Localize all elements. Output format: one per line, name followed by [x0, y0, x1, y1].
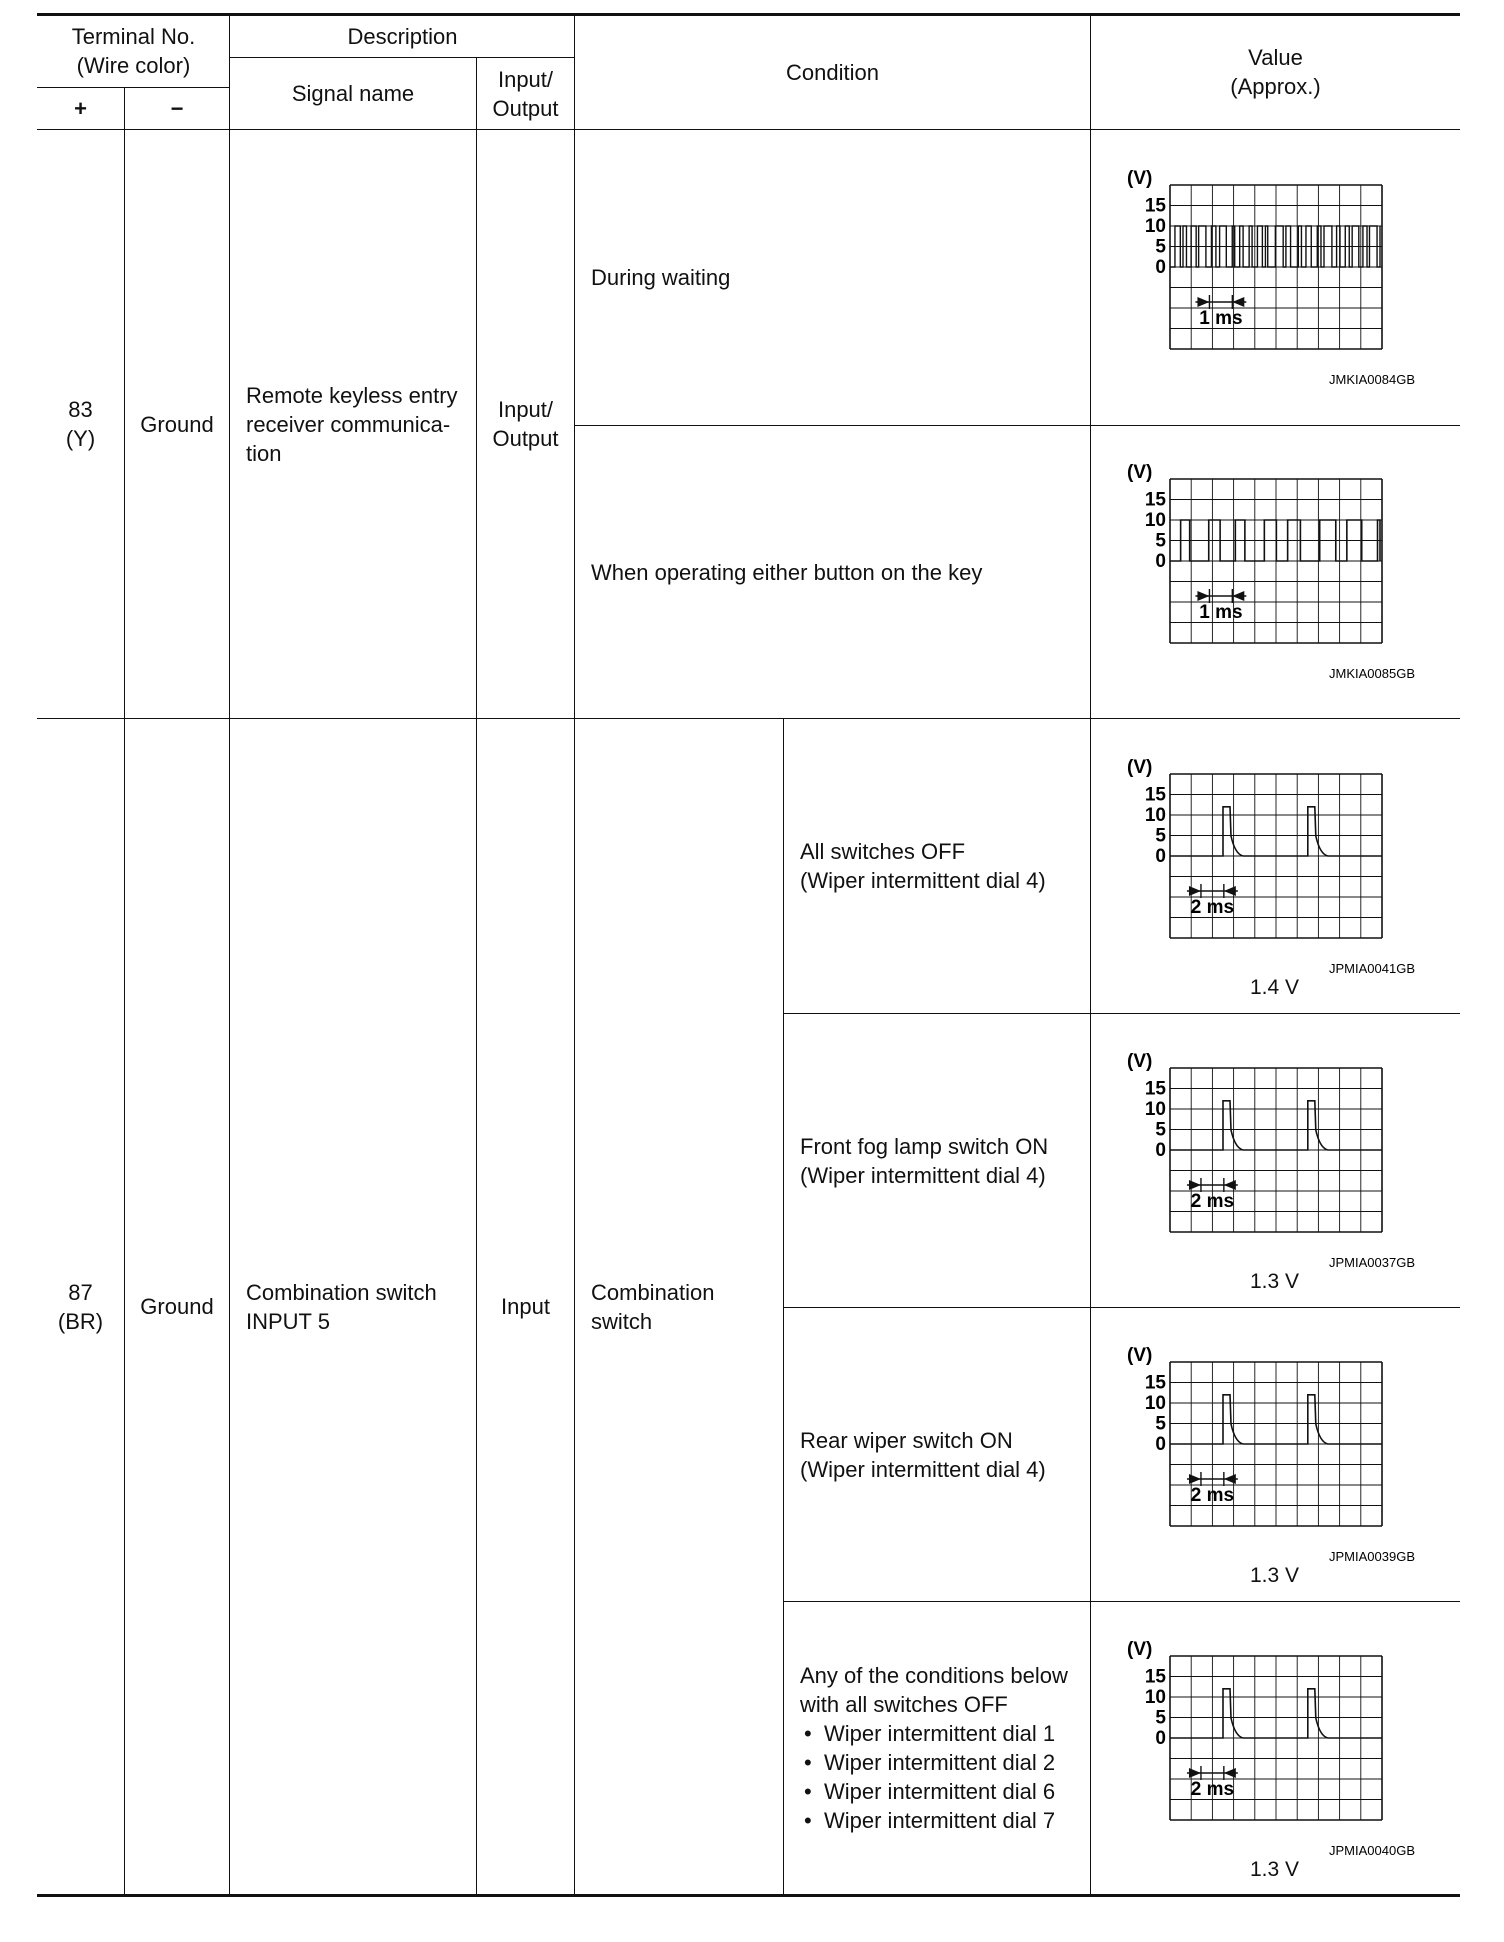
time-scale-label: 2 ms — [1190, 897, 1235, 918]
row83-minus — [125, 130, 229, 718]
row83-ground: Ground — [140, 411, 214, 437]
time-marker-arrow-right — [1224, 1768, 1236, 1778]
y-unit-label: (V) — [1127, 462, 1153, 483]
row83-signal-line2: receiver communica- — [246, 411, 451, 437]
value-label-line1: Value — [1248, 45, 1303, 70]
time-marker-arrow-left — [1189, 1768, 1201, 1778]
row87-value-1: 1.4 V — [1250, 976, 1300, 999]
time-scale-label: 1 ms — [1199, 308, 1243, 329]
row87-subcondition-2 — [784, 1014, 1090, 1307]
row87-value-2: 1.3 V — [1250, 1270, 1300, 1293]
y-tick-label: 0 — [1155, 257, 1166, 278]
y-tick-label: 5 — [1155, 1119, 1166, 1141]
time-marker-arrow-right — [1224, 886, 1236, 896]
y-tick-label: 5 — [1155, 236, 1166, 258]
row83-terminal — [37, 130, 124, 718]
subcondition-3-line2: (Wiper intermittent dial 4) — [800, 1456, 1046, 1482]
time-marker-arrow-right — [1232, 297, 1244, 307]
header-minus — [125, 88, 229, 129]
header-plus — [37, 88, 124, 129]
header-value — [1091, 15, 1460, 129]
y-tick-label: 15 — [1144, 489, 1166, 511]
time-marker-arrow-left — [1197, 591, 1209, 601]
subcondition-3-line1: Rear wiper switch ON — [800, 1427, 1013, 1453]
row87-wire-color: (BR) — [57, 1308, 104, 1334]
row83-signal-line3: tion — [246, 440, 282, 466]
row83-io-line2: Output — [492, 426, 559, 451]
y-tick-label: 15 — [1144, 1372, 1166, 1394]
y-tick-label: 0 — [1155, 1434, 1166, 1455]
waveform-jmkia0085gb — [1125, 462, 1425, 684]
y-tick-label: 5 — [1155, 1413, 1166, 1435]
row83-condition-1 — [575, 130, 1090, 425]
y-tick-label: 10 — [1144, 1393, 1166, 1414]
waveform-jmkia0084gb — [1125, 168, 1425, 390]
row87-condition-main — [575, 719, 783, 1894]
time-marker-arrow-right — [1232, 591, 1244, 601]
y-tick-label: 10 — [1144, 805, 1166, 826]
y-tick-label: 0 — [1155, 551, 1166, 572]
row83-condition-2 — [575, 426, 1090, 718]
y-unit-label: (V) — [1127, 168, 1153, 189]
row83-condition-2-text: When operating either button on the key — [591, 559, 983, 585]
row87-signal — [230, 719, 476, 1894]
minus-label: − — [170, 96, 184, 121]
y-tick-label: 0 — [1155, 1140, 1166, 1161]
time-marker-arrow-left — [1197, 297, 1209, 307]
y-tick-label: 0 — [1155, 1728, 1166, 1749]
row87-io — [477, 719, 574, 1894]
figure-code: JPMIA0040GB — [1329, 1843, 1415, 1858]
y-tick-label: 5 — [1155, 530, 1166, 552]
y-unit-label: (V) — [1127, 1345, 1153, 1366]
header-description — [230, 15, 575, 57]
row83-io — [477, 130, 574, 718]
y-tick-label: 10 — [1144, 1687, 1166, 1708]
terminal-no-label: Terminal No. — [71, 24, 196, 49]
subcondition-2-line1: Front fog lamp switch ON — [800, 1133, 1049, 1159]
y-tick-label: 15 — [1144, 784, 1166, 806]
subcondition-1-line1: All switches OFF — [800, 839, 966, 864]
description-label: Description — [347, 23, 458, 49]
y-unit-label: (V) — [1127, 1051, 1153, 1072]
row87-ground: Ground — [140, 1294, 214, 1319]
y-tick-label: 10 — [1144, 216, 1166, 237]
time-scale-label: 2 ms — [1190, 1191, 1235, 1212]
y-unit-label: (V) — [1127, 1639, 1153, 1660]
header-terminal-no — [37, 15, 230, 87]
time-scale-label: 2 ms — [1190, 1485, 1235, 1506]
subcondition-4-bullet-3: • Wiper intermittent dial 6 — [800, 1777, 1055, 1806]
row83-terminal-number: 83 — [68, 397, 93, 422]
y-tick-label: 15 — [1144, 195, 1166, 217]
time-marker-arrow-right — [1224, 1474, 1236, 1484]
row87-subcondition-4 — [784, 1602, 1090, 1894]
y-tick-label: 0 — [1155, 846, 1166, 867]
y-tick-label: 5 — [1155, 825, 1166, 847]
time-scale-label: 2 ms — [1190, 1779, 1235, 1800]
y-tick-label: 5 — [1155, 1707, 1166, 1729]
row87-minus — [125, 719, 229, 1894]
wire-color-label: (Wire color) — [76, 53, 191, 78]
row87-signal-line1: Combination switch — [246, 1279, 437, 1305]
figure-code: JMKIA0085GB — [1329, 666, 1415, 681]
row87-value-4: 1.3 V — [1250, 1858, 1300, 1881]
row87-io-text: Input — [501, 1294, 550, 1319]
y-unit-label: (V) — [1127, 757, 1153, 778]
header-condition — [575, 15, 1090, 129]
row87-subcondition-1 — [784, 719, 1090, 1013]
time-marker-arrow-left — [1189, 1180, 1201, 1190]
condition-label: Condition — [786, 59, 879, 85]
bottom-border — [37, 1894, 1460, 1897]
y-tick-label: 10 — [1144, 510, 1166, 531]
y-tick-label: 15 — [1144, 1666, 1166, 1688]
subcondition-4-bullet-1: • Wiper intermittent dial 1 — [800, 1719, 1055, 1748]
row83-io-line1: Input/ — [497, 397, 554, 422]
row87-terminal — [37, 719, 124, 1894]
io-label-line1: Input/ — [497, 66, 554, 92]
y-tick-label: 15 — [1144, 1078, 1166, 1100]
header-input-output — [477, 58, 574, 129]
time-marker-arrow-right — [1224, 1180, 1236, 1190]
row87-value-3: 1.3 V — [1250, 1564, 1300, 1587]
row87-condition-line1: Combination — [591, 1279, 715, 1305]
figure-code: JPMIA0039GB — [1329, 1549, 1415, 1564]
time-scale-label: 1 ms — [1199, 602, 1243, 623]
header-signal-name — [230, 58, 476, 129]
row83-signal — [230, 130, 476, 718]
figure-code: JPMIA0037GB — [1329, 1255, 1415, 1270]
waveform-jpmia0039gb — [1125, 1345, 1425, 1567]
waveform-jpmia0041gb — [1125, 757, 1425, 979]
subcondition-4-line1: Any of the conditions below — [800, 1663, 1068, 1688]
signal-name-label: Signal name — [291, 81, 415, 106]
subcondition-2-line2: (Wiper intermittent dial 4) — [800, 1162, 1046, 1188]
waveform-jpmia0037gb — [1125, 1051, 1425, 1273]
figure-code: JPMIA0041GB — [1329, 961, 1415, 976]
figure-code: JMKIA0084GB — [1329, 372, 1415, 387]
time-marker-arrow-left — [1189, 1474, 1201, 1484]
subcondition-4-bullet-4: • Wiper intermittent dial 7 — [800, 1806, 1055, 1835]
col-line-value — [1090, 13, 1091, 1895]
row83-wire-color: (Y) — [65, 426, 96, 451]
time-marker-arrow-left — [1189, 886, 1201, 896]
row83-condition-1-text: During waiting — [591, 265, 731, 290]
plus-label: + — [74, 96, 87, 121]
row87-signal-line2: INPUT 5 — [246, 1308, 330, 1334]
row87-subcondition-3 — [784, 1308, 1090, 1601]
row87-terminal-number: 87 — [68, 1279, 93, 1305]
waveform-jpmia0040gb — [1125, 1639, 1425, 1861]
io-label-line2: Output — [492, 95, 559, 121]
subcondition-1-line2: (Wiper intermittent dial 4) — [800, 868, 1046, 893]
row87-condition-line2: switch — [591, 1308, 653, 1334]
y-tick-label: 10 — [1144, 1099, 1166, 1120]
row83-signal-line1: Remote keyless entry — [246, 382, 458, 408]
value-label-line2: (Approx.) — [1230, 74, 1321, 99]
subcondition-4-bullet-2: • Wiper intermittent dial 2 — [800, 1748, 1055, 1777]
subcondition-4-line2: with all switches OFF — [800, 1692, 1008, 1717]
